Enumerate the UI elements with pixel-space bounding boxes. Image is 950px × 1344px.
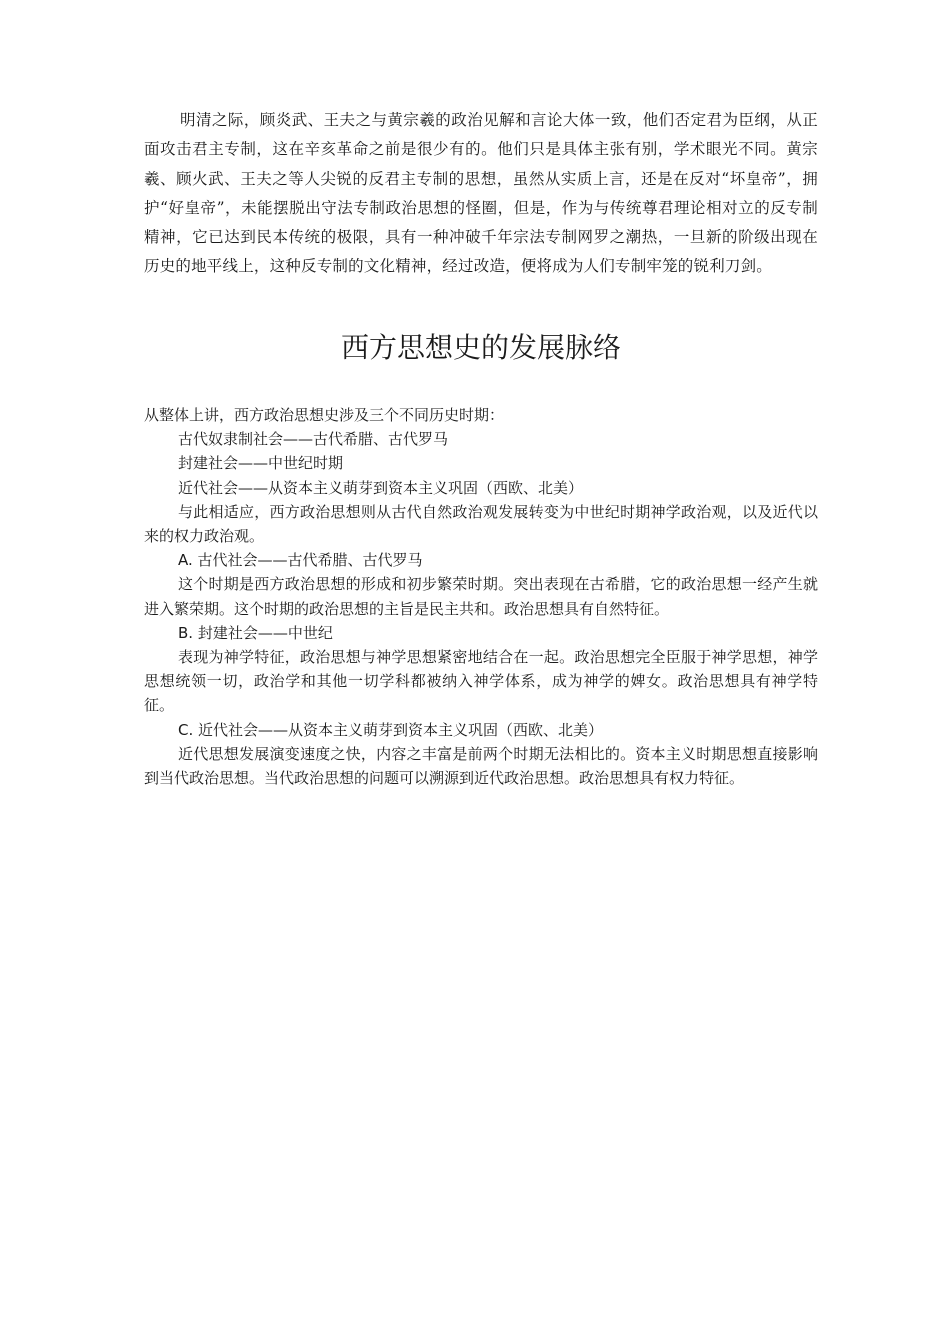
period-item-feudal: 封建社会——中世纪时期 [178, 454, 344, 473]
section-c-letter: C. [178, 720, 194, 739]
section-body [144, 403, 818, 790]
section-title: 西方思想史的发展脉络 [340, 331, 621, 364]
section-a-text: 这个时期是西方政治思想的形成和初步繁荣时期。突出表现在古希腊，它的政治思想一经产生就进入繁荣期。这个时期的政治思想的主旨是民主共和。政治思想具有自然特征。 [144, 575, 818, 618]
section-b-title: 封建社会——中世纪 [193, 623, 333, 642]
intro-paragraph: 明清之际，顾炎武、王夫之与黄宗羲的政治见解和言论大体一致，他们否定君为臣纲，从正面攻击君主专制，这在辛亥革命之前是很少有的。他们只是具体主张有别，学术眼光不同。黄宗羲、顾火武、王夫之等人尖锐的反君主专制的思想，虽然从实质上言，还是在反对“坏皇帝”，拥护“好皇帝”，未能摆脱出守法专制政治思想的怪圈，但是，作为与传统尊君理论相对立的反专制精神，它已达到民本传统的极限，具有一种冲破千年宗法专制网罗之潮热，一旦新的阶级出现在历史的地平线上，这种反专制的文化精神，经过改造，便将成为人们专制牢笼的锐利刀剑。 [144, 111, 818, 276]
section-b-letter: B. [178, 623, 194, 642]
section-c-title: 近代社会——从资本主义萌芽到资本主义巩固（西欧、北美） [193, 720, 604, 739]
section-c-text: 近代思想发展演变速度之快，内容之丰富是前两个时期无法相比的。资本主义时期思想直接影响到当代政治思想。当代政治思想的问题可以溯源到近代政治思想。政治思想具有权力特征。 [144, 744, 818, 788]
overview-lead: 从整体上讲，西方政治思想史涉及三个不同历史时期： [144, 406, 505, 424]
section-b-text: 表现为神学特征，政治思想与神学思想紧密地结合在一起。政治思想完全臣服于神学思想，神学思想统领一切，政治学和其他一切学科都被纳入神学体系，成为神学的婢女。政治思想具有神学特征。 [144, 648, 818, 715]
period-item-modern: 近代社会——从资本主义萌芽到资本主义巩固（西欧、北美） [178, 478, 584, 497]
section-b-heading [144, 621, 818, 645]
period-item-ancient: 古代奴隶制社会——古代希腊、古代罗马 [178, 430, 449, 449]
section-c-heading [144, 718, 818, 742]
section-a-heading [144, 548, 818, 572]
overview-summary: 与此相适应，西方政治思想则从古代自然政治观发展转变为中世纪时期神学政治观，以及近代以来的权力政治观。 [144, 502, 818, 546]
section-a-letter: A. [178, 551, 193, 570]
section-a-title: 古代社会——古代希腊、古代罗马 [192, 551, 423, 570]
